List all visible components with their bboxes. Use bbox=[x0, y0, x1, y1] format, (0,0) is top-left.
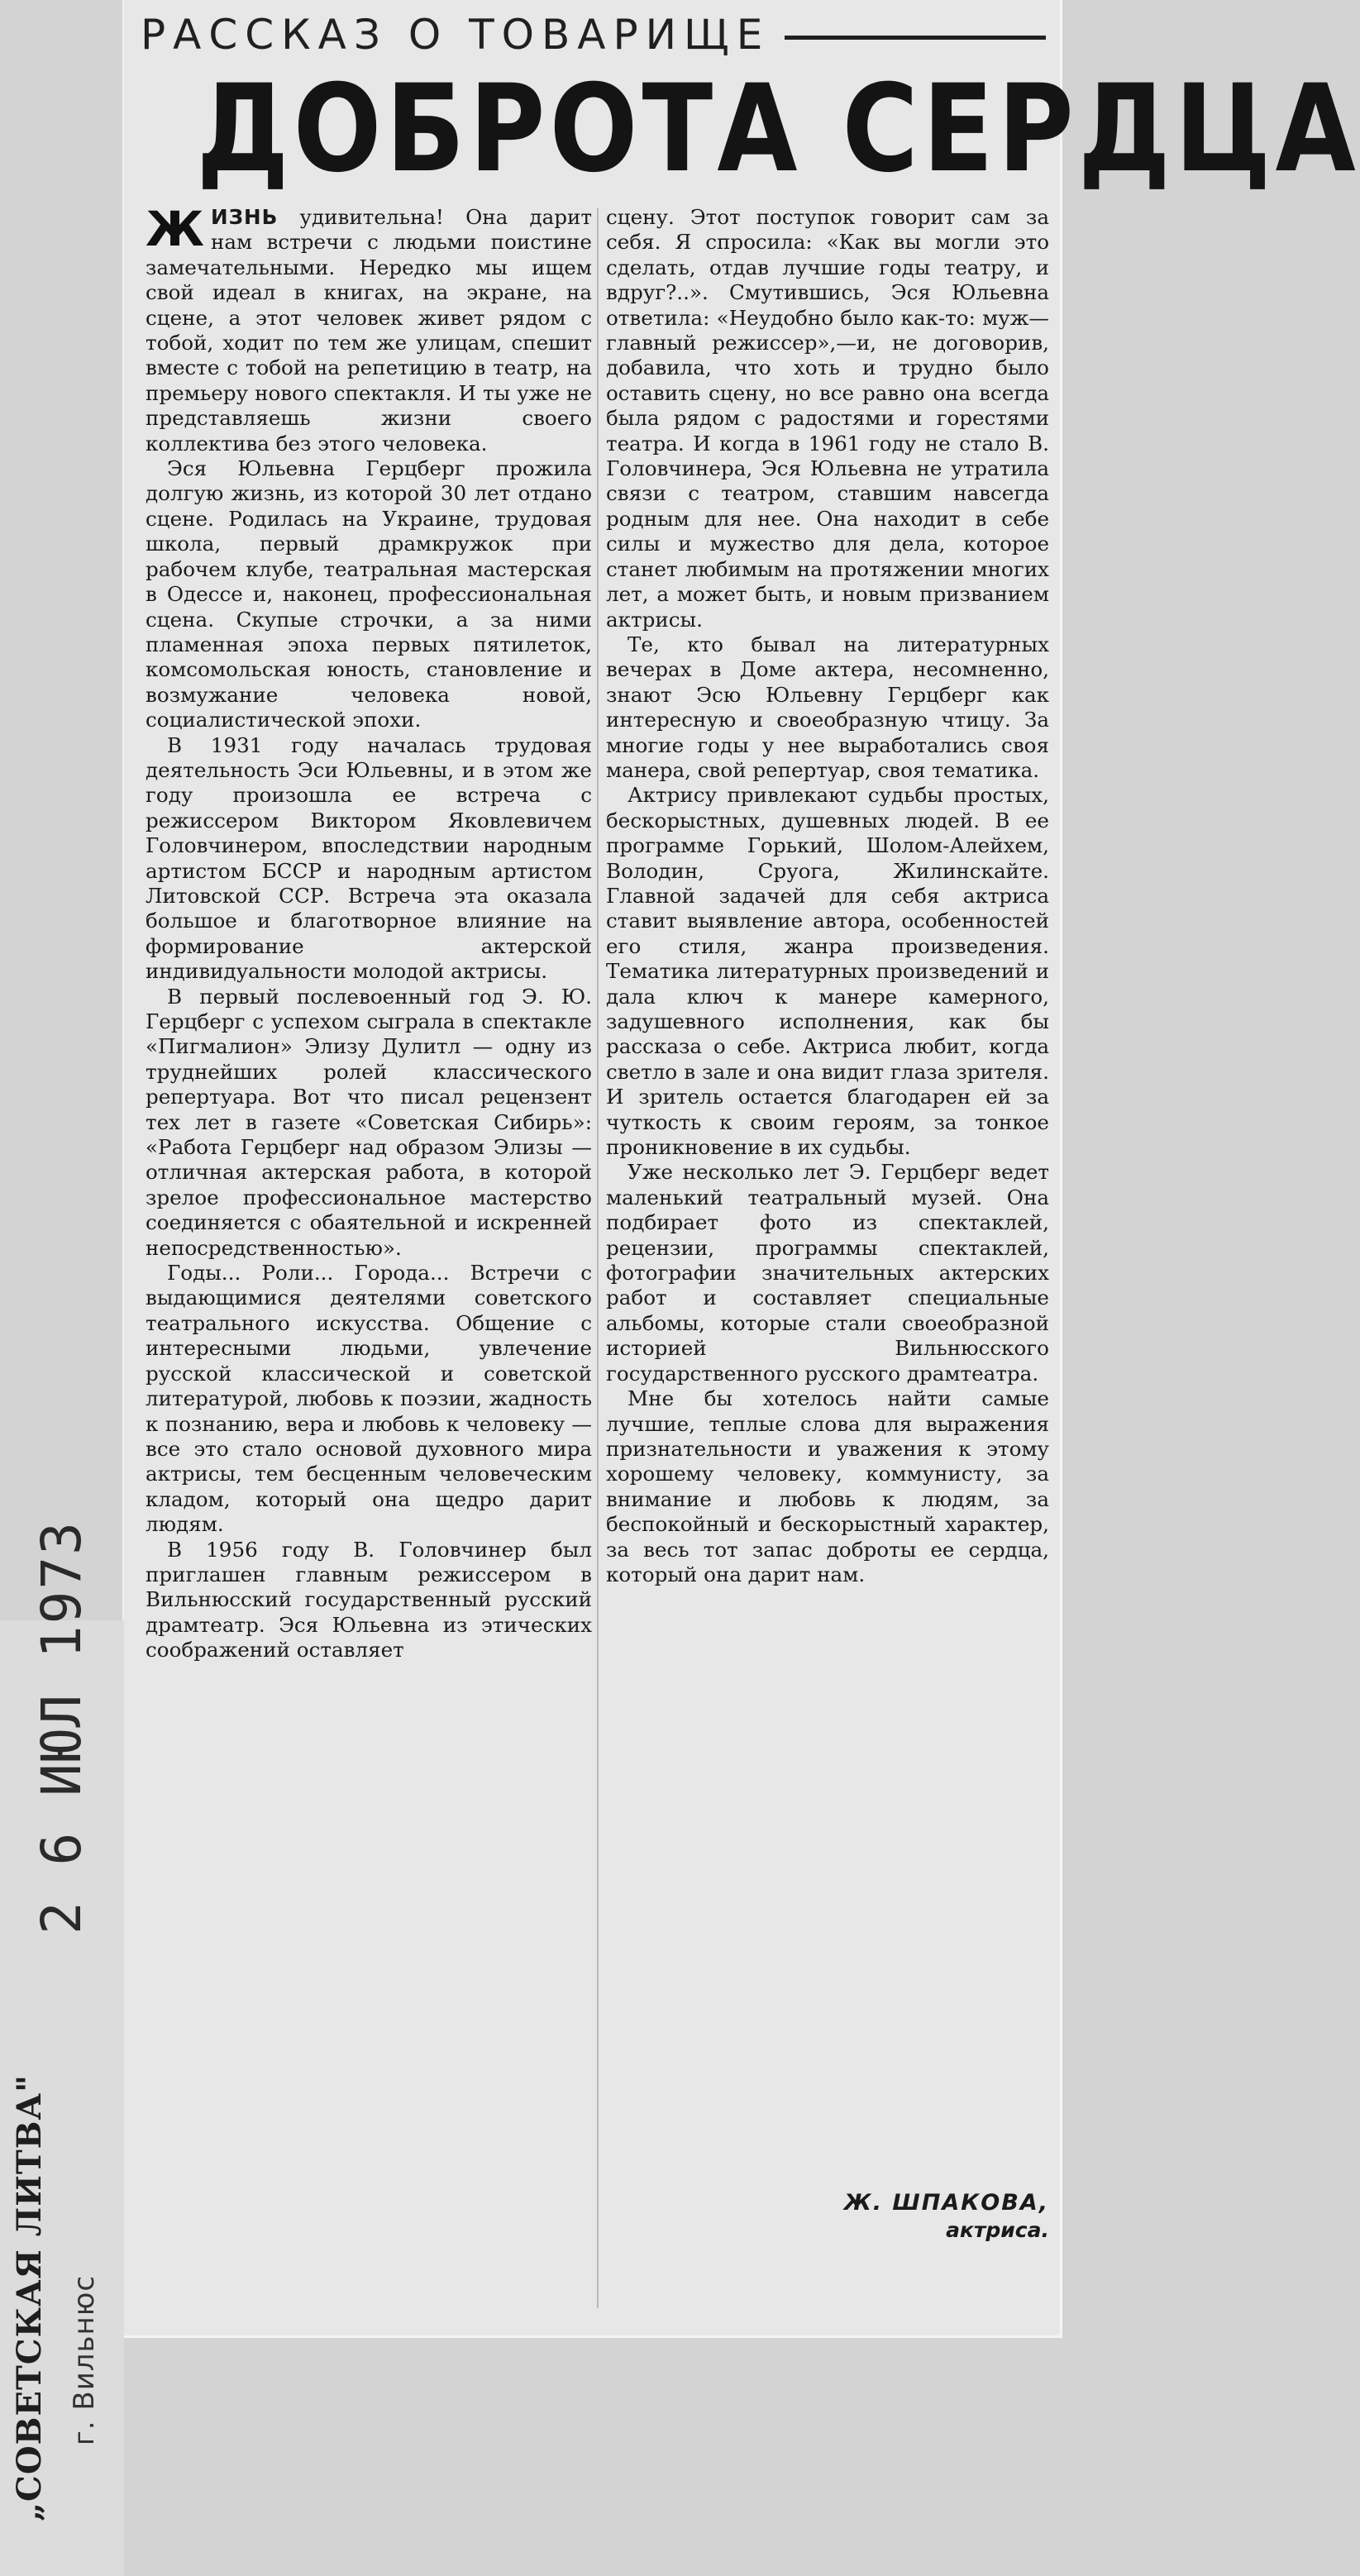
paragraph-left-2: В 1931 году началась трудовая деятельность Эси Юльевны, и в этом же году произошла ее встреча с режиссером Виктором Яковлевичем Головчинером, впоследствии народным артистом БССР и народным артистом Литовской ССР. Встреча эта оказала большое и благотворное влияние на формирование актерской индивидуальности молодой актрисы. bbox=[146, 732, 592, 984]
paragraph-left-3: В первый послевоенный год Э. Ю. Герцберг с успехом сыграла в спектакле «Пигмалион» Элизу Дулитл — одну из труднейших ролей классического репертуара. Вот что писал рецензент тех лет в газете «Советская Сибирь»: «Работа Герцберг над образом Элизы — отличная актерская работа, в которой зрелое профессиональное мастерство соединяется с обаятельной и искренней непосредственностью». bbox=[146, 984, 592, 1260]
lead-word: ИЗНЬ bbox=[211, 205, 279, 229]
column-divider bbox=[597, 208, 599, 2308]
paragraph-left-5: В 1956 году В. Головчинер был приглашен главным режиссером в Вильнюсский государственный русский драмтеатр. Эся Юльевна из этических соображений оставляет bbox=[146, 1537, 592, 1662]
author-name: Ж. ШПАКОВА, bbox=[843, 2190, 1049, 2216]
article-headline: ДОБРОТА СЕРДЦА bbox=[196, 59, 1360, 199]
paragraph-left-4: Годы... Роли... Города... Встречи с выдающимися деятелями советского театрального искусства. Общение с интересными людьми, увлечение русской классической и советской литературой, любовь к поэзии, жадность к познанию, вера и любовь к человеку — все это стало основой духовного мира актрисы, тем бесценным человеческим кладом, который она щедро дарит людям. bbox=[146, 1261, 592, 1537]
lead-paragraph bbox=[146, 201, 592, 456]
stamp-date: 2 6 ИЮЛ 1973 bbox=[30, 1520, 93, 1934]
paragraph-right-3: Уже несколько лет Э. Герцберг ведет маленький театральный музей. Она подбирает фото из спектаклей, рецензии, программы спектаклей, фотографии значительных актерских работ и составляет специальные альбомы, которые стали своеобразной историей Вильнюсского государственного русского драмтеатра. bbox=[606, 1160, 1049, 1386]
kicker-text: РАССКАЗ О ТОВАРИЩЕ bbox=[141, 11, 771, 59]
lead-text: удивительна! Она дарит нам встречи с людьми поистине замечательными. Нередко мы ищем свой идеал в книгах, на экране, на сцене, а этот человек живет рядом с тобой, ходит по тем же улицам, спешит вместе с тобой на репетицию в театр, на премьеру нового спектакля. И ты уже не представляешь жизни своего коллектива без этого человека. bbox=[146, 205, 592, 456]
stamp-city: г. Вильнюс bbox=[68, 2274, 101, 2446]
paragraph-left-1: Эся Юльевна Герцберг прожила долгую жизнь, из которой 30 лет отдано сцене. Родилась на Украине, трудовая школа, первый драмкружок при рабочем клубе, театральная мастерская в Одессе и, наконец, профессиональная сцена. Скупые строчки, а за ними пламенная эпоха первых пятилеток, комсомольская юность, становление и возмужание человека новой, социалистической эпохи. bbox=[146, 456, 592, 732]
article-column-right bbox=[606, 205, 1049, 1587]
author-role: актриса. bbox=[946, 2218, 1049, 2242]
paragraph-right-continuation: сцену. Этот поступок говорит сам за себя. Я спросила: «Как вы могли это сделать, отдав лучшие годы театру, и вдруг?..». Смутившись, Эся Юльевна ответила: «Неудобно было как-то: муж—главный режиссер»,—и, не договорив, добавила, что хоть и трудно было оставить сцену, но все равно она всегда была рядом с радостями и горестями театра. И когда в 1961 году не стало В. Головчинера, Эся Юльевна не утратила связи с театром, ставшим навсегда родным для нее. Она находит в себе силы и мужество для дела, которое станет любимым на протяжении многих лет, а может быть, и новым призванием актрисы. bbox=[606, 205, 1049, 632]
stamp-newspaper-name: „СОВЕТСКАЯ ЛИТВА" bbox=[10, 2074, 49, 2521]
article-column-left bbox=[146, 201, 592, 1663]
author-signature bbox=[606, 2189, 1049, 2244]
drop-cap: Ж bbox=[146, 201, 204, 257]
paragraph-right-2: Актрису привлекают судьбы простых, бескорыстных, душевных людей. В ее программе Горький, Шолом-Алейхем, Володин, Сруога, Жилинскайте. Главной задачей для себя актриса ставит выявление автора, особенностей его стиля, жанра произведения. Тематика литературных произведений и дала ключ к манере камерного, задушевного исполнения, как бы рассказа о себе. Актриса любит, когда светло в зале и она видит глаза зрителя. И зритель остается благодарен ей за чуткость к своим героям, за тонкое проникновение в их судьбы. bbox=[606, 783, 1049, 1160]
paragraph-right-1: Те, кто бывал на литературных вечерах в Доме актера, несомненно, знают Эсю Юльевну Герцберг как интересную и своеобразную чтицу. За многие годы у нее выработались своя манера, свой репертуар, своя тематика. bbox=[606, 632, 1049, 782]
paragraph-right-4: Мне бы хотелось найти самые лучшие, теплые слова для выражения признательности и уважения к этому хорошему человеку, коммунисту, за внимание и любовь к людям, за беспокойный и бескорыстный характер, за весь тот запас доброты ее сердца, который она дарит нам. bbox=[606, 1386, 1049, 1586]
section-kicker bbox=[141, 5, 1046, 64]
kicker-rule bbox=[785, 36, 1046, 40]
